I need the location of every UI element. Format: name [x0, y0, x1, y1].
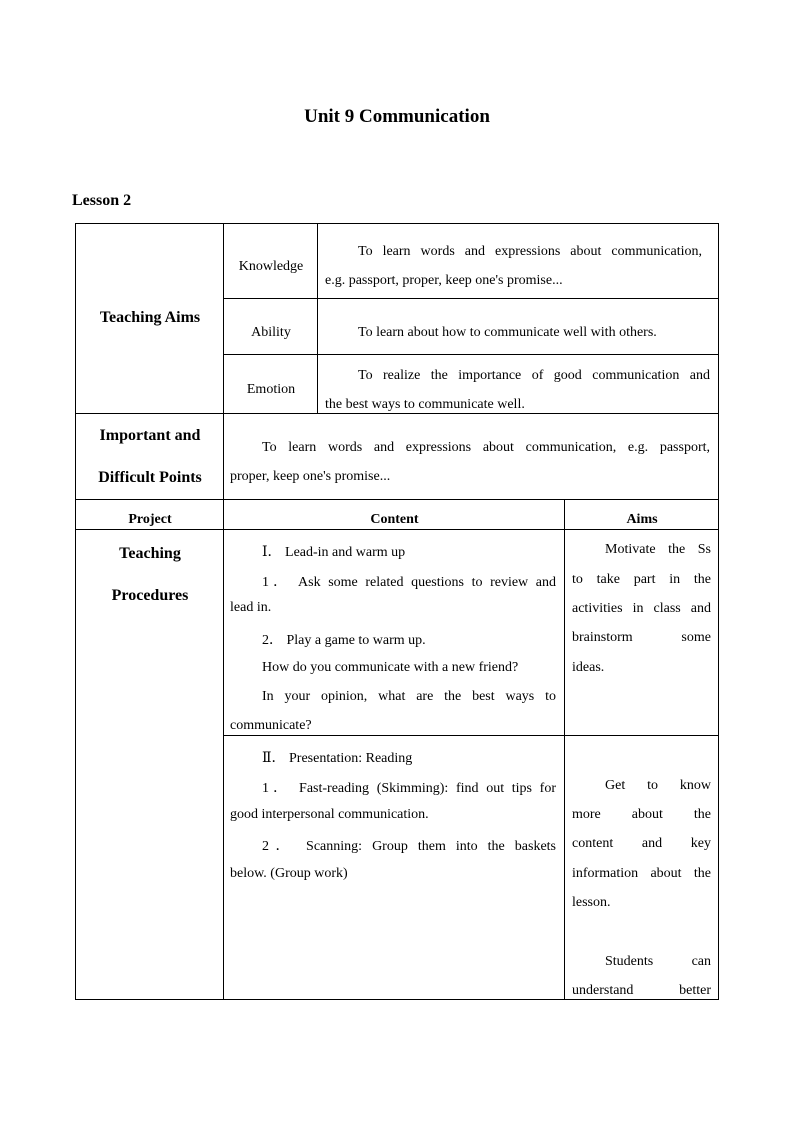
section1-aims-cell: [564, 529, 719, 736]
section2-aims-b-line1: Students can: [605, 954, 711, 969]
section1-question1: How do you communicate with a new friend?: [262, 660, 519, 675]
section1-aims-line5: ideas.: [572, 660, 605, 675]
section2-aims-line4: information about the: [572, 866, 711, 881]
important-points-text-line2: proper, keep one's promise...: [230, 469, 391, 484]
teaching-aims-heading-cell: [75, 223, 224, 414]
header-project-cell: [75, 499, 224, 530]
section1-title: Ⅰ． Lead-in and warm up: [262, 545, 406, 560]
knowledge-label: Knowledge: [238, 259, 304, 274]
important-points-text-cell: [223, 413, 719, 500]
section2-aims-b-line2: understand better: [572, 983, 711, 998]
section2-item1-line2: good interpersonal communication.: [230, 807, 429, 822]
header-content-cell: [223, 499, 565, 530]
section1-item1-line2: lead in.: [230, 600, 272, 615]
emotion-label-cell: [223, 354, 318, 414]
section2-content-cell: [223, 735, 565, 1000]
header-aims-cell: [564, 499, 719, 530]
important-points-heading-cell: [75, 413, 224, 500]
emotion-label: Emotion: [246, 382, 296, 397]
ability-text-cell: [317, 298, 719, 355]
section1-aims-line1: Motivate the Ss: [605, 542, 711, 557]
section2-title: Ⅱ． Presentation: Reading: [262, 751, 413, 766]
emotion-text-cell: [317, 354, 719, 414]
section1-question2-line1: In your opinion, what are the best ways to: [262, 689, 556, 704]
emotion-text-line1: To realize the importance of good communication and: [358, 368, 710, 383]
section2-item1-line1: 1． Fast-reading (Skimming): find out tips for: [262, 781, 556, 796]
document-title: Unit 9 Communication: [304, 106, 490, 127]
important-points-heading-line1: Important and: [99, 427, 201, 444]
knowledge-text-line1: To learn words and expressions about communication,: [358, 244, 702, 259]
emotion-text-line2: the best ways to communicate well.: [325, 397, 525, 412]
section1-item2: 2． Play a game to warm up.: [262, 633, 426, 648]
section2-aims-line2: more about the: [572, 807, 711, 822]
important-points-heading-line2: Difficult Points: [98, 469, 202, 486]
section1-content-cell: [223, 529, 565, 736]
section2-item2-line1: 2． Scanning: Group them into the baskets: [262, 839, 556, 854]
ability-text-line1: To learn about how to communicate well with others.: [358, 325, 657, 340]
section2-item2-line2: below. (Group work): [230, 866, 348, 881]
procedures-heading-line2: Procedures: [111, 587, 189, 604]
section1-question2-line2: communicate?: [230, 718, 312, 733]
ability-label: Ability: [251, 325, 291, 340]
section2-aims-line1: Get to know: [605, 778, 711, 793]
section2-aims-cell: [564, 735, 719, 1000]
section1-aims-line4: brainstorm some: [572, 630, 711, 645]
section2-aims-line5: lesson.: [572, 895, 611, 910]
section2-aims-line3: content and key: [572, 836, 711, 851]
procedures-heading-line1: Teaching: [119, 545, 181, 562]
teaching-aims-heading: Teaching Aims: [99, 309, 201, 326]
section1-aims-line2: to take part in the: [572, 572, 711, 587]
knowledge-text-cell: [317, 223, 719, 299]
header-aims: Aims: [626, 512, 658, 527]
header-project: Project: [128, 512, 172, 527]
header-content: Content: [370, 512, 419, 527]
ability-label-cell: [223, 298, 318, 355]
lesson-label: Lesson 2: [72, 192, 132, 209]
section1-aims-line3: activities in class and: [572, 601, 711, 616]
knowledge-label-cell: [223, 223, 318, 299]
knowledge-text-line2: e.g. passport, proper, keep one's promise...: [325, 273, 563, 288]
important-points-text-line1: To learn words and expressions about communication, e.g. passport,: [262, 440, 710, 455]
procedures-heading-cell: [75, 529, 224, 1000]
section1-item1-line1: 1． Ask some related questions to review and: [262, 575, 556, 590]
